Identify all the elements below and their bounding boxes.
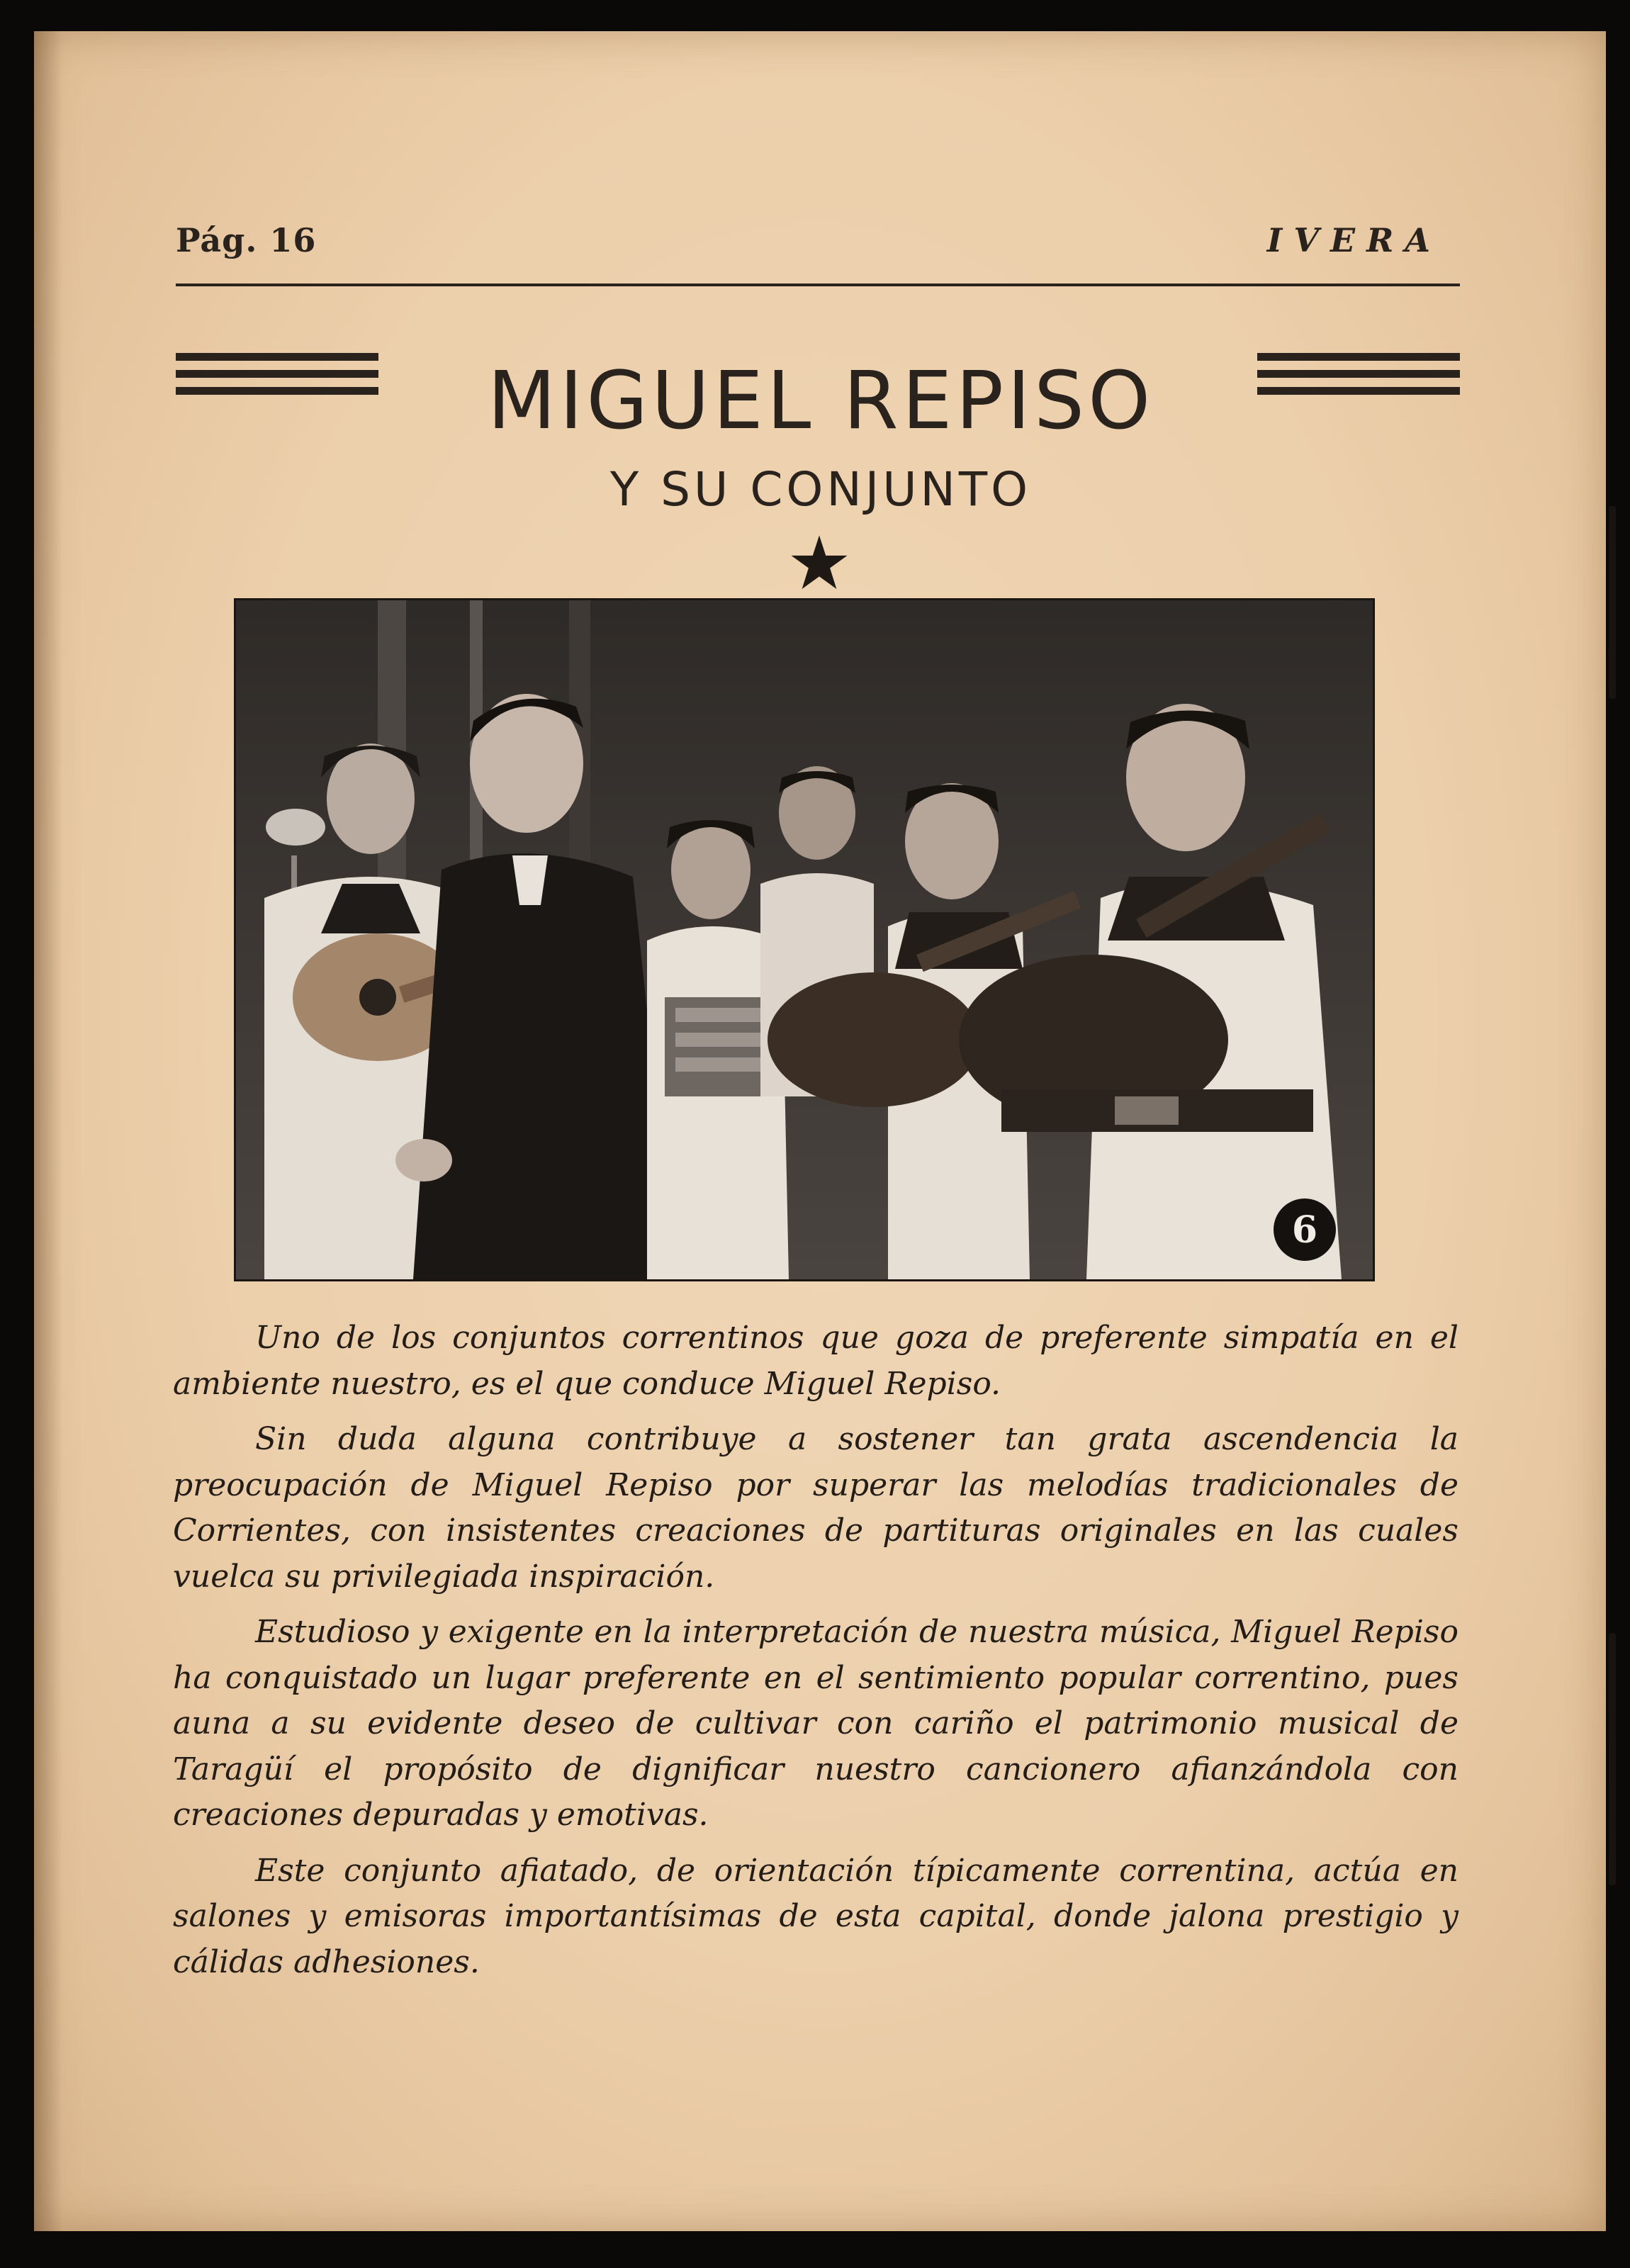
article-subtitle: Y SU CONJUNTO xyxy=(609,462,1032,517)
page-header xyxy=(176,221,1460,278)
article-paragraph-4: Este conjunto afiatado, de orientación típicamente correntina, actúa en salones y emisoras importantísimas de esta capital, donde jalona prestigio y cálidas adhesiones. xyxy=(173,1852,1458,1980)
binding-staple-bottom xyxy=(1609,1751,1616,1885)
binding-staple-middle xyxy=(1609,1633,1616,1756)
page-number: Pág. 16 xyxy=(176,221,317,259)
article-paragraph-1: Uno de los conjuntos correntinos que goza de preferente simpatía en el ambiente nuestro, es el que conduce Miguel Repiso. xyxy=(173,1320,1458,1402)
title-ornament-left xyxy=(176,353,378,404)
magazine-page xyxy=(34,31,1606,2231)
article-title: MIGUEL REPISO xyxy=(487,355,1154,447)
journal-name: IVERA xyxy=(1266,221,1441,259)
article-paragraph-2: Sin duda alguna contribuye a sostener tan grata ascendencia la preocupación de Miguel Repiso por superar las melodías tradicionales de Corrientes, con insistentes creaciones de partituras originales en las cuales vuelca su privilegiada inspiración. xyxy=(173,1421,1458,1595)
band-photo-illustration xyxy=(236,600,1373,1279)
star-icon xyxy=(789,533,849,593)
article-paragraph-3: Estudioso y exigente en la interpretación de nuestra música, Miguel Repiso ha conquistado un lugar preferente en el sentimiento popular correntino, pues auna a su evidente deseo de cultivar con cariño el patrimonio musical de Taragüí el propósito de dignificar nuestro cancionero afianzándola con creaciones depuradas y emotivas. xyxy=(173,1614,1458,1833)
article-body xyxy=(173,1315,1458,1995)
header-rule xyxy=(176,284,1460,286)
photo-number: 6 xyxy=(1291,1208,1318,1252)
binding-staple-top xyxy=(1609,506,1616,699)
band-photograph xyxy=(234,598,1375,1281)
title-ornament-right xyxy=(1257,353,1460,404)
page-spine-shadow xyxy=(34,31,62,2231)
